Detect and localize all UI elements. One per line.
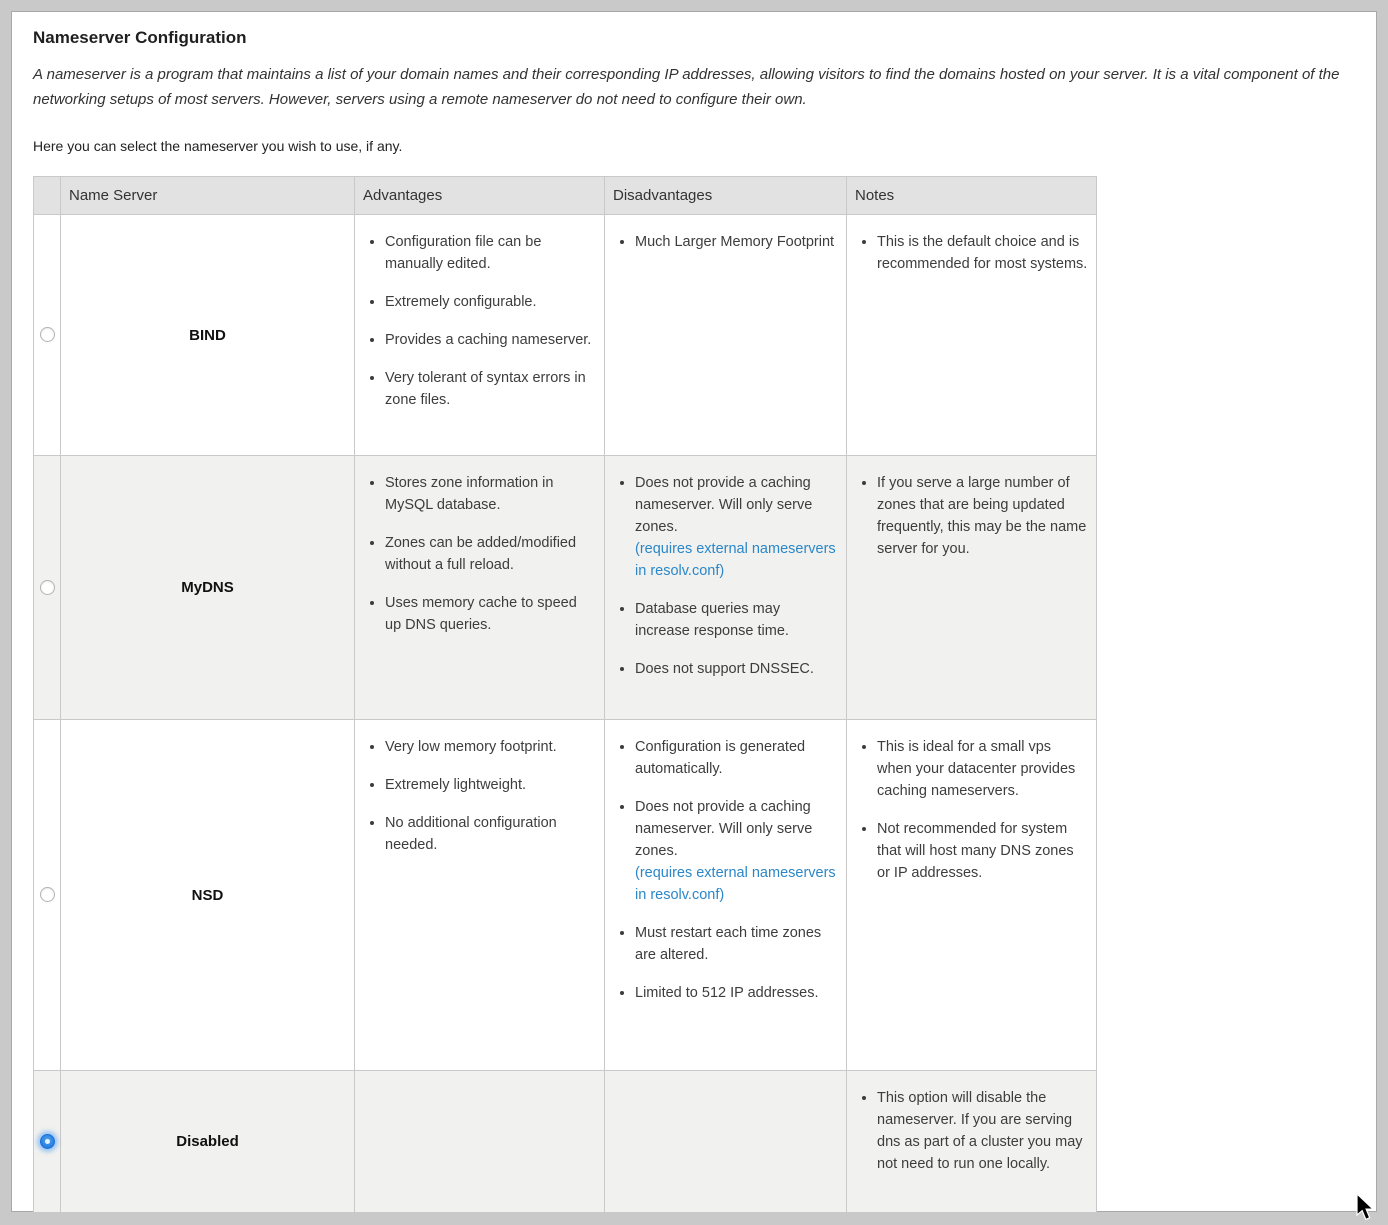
nameserver-radio-bind[interactable] [40, 327, 55, 342]
header-notes: Notes [847, 177, 1097, 215]
disadvantages-item: • Does not provide a caching nameserver. Will only serve zones. (requires external nameservers in resolv.conf) [635, 472, 838, 582]
nameserver-name: MyDNS [61, 456, 355, 720]
advantages-item: • Very low memory footprint. [385, 736, 596, 758]
notes-list [855, 231, 1088, 275]
nameserver-radio-mydns[interactable] [40, 580, 55, 595]
disadvantages-item: • Much Larger Memory Footprint [635, 231, 838, 253]
advantages-cell [355, 215, 605, 456]
notes-item: • Not recommended for system that will host many DNS zones or IP addresses. [877, 818, 1088, 884]
disadvantages-list [613, 231, 838, 253]
advantages-item: • Configuration file can be manually edited. [385, 231, 596, 275]
disadvantages-item: • Database queries may increase response time. [635, 598, 838, 642]
page-title: Nameserver Configuration [33, 28, 247, 47]
notes-list [855, 1087, 1088, 1175]
nameserver-table-body [34, 215, 1097, 1213]
disadvantages-cell [605, 720, 847, 1071]
advantages-item: • Stores zone information in MySQL database. [385, 472, 596, 516]
header-advantages: Advantages [355, 177, 605, 215]
advantages-item: • Provides a caching nameserver. [385, 329, 596, 351]
notes-item: • If you serve a large number of zones that are being updated frequently, this may be the name server for you. [877, 472, 1088, 560]
advantages-list [363, 472, 596, 636]
advantages-list [363, 231, 596, 411]
disadvantages-item: • Must restart each time zones are altered. [635, 922, 838, 966]
intro-paragraph: A nameserver is a program that maintains a list of your domain names and their corresponding IP addresses, allowing visitors to find the domains hosted on your server. It is a vital component of the networking setups of most servers. However, servers using a remote nameserver do not need to configure their own. [33, 66, 1340, 108]
advantages-item: • No additional configuration needed. [385, 812, 596, 856]
nameserver-radio-nsd[interactable] [40, 887, 55, 902]
disadvantages-cell [605, 456, 847, 720]
nameserver-name: NSD [61, 720, 355, 1071]
nameserver-name: BIND [61, 215, 355, 456]
nameserver-table [33, 176, 1097, 1213]
resolv-conf-link[interactable]: (requires external nameservers in resolv.conf) [635, 541, 836, 579]
advantages-item: • Zones can be added/modified without a full reload. [385, 532, 596, 576]
disadvantages-item: • Does not provide a caching nameserver. Will only serve zones. (requires external nameservers in resolv.conf) [635, 796, 838, 906]
table-row [34, 456, 1097, 720]
notes-cell [847, 215, 1097, 456]
nameserver-radio-disabled[interactable] [40, 1134, 55, 1149]
header-disadvantages: Disadvantages [605, 177, 847, 215]
disadvantages-cell [605, 215, 847, 456]
advantages-item: • Extremely configurable. [385, 291, 596, 313]
nameserver-configuration-panel [11, 11, 1377, 1212]
disadvantages-list [613, 736, 838, 1004]
advantages-item: • Uses memory cache to speed up DNS queries. [385, 592, 596, 636]
header-name-server: Name Server [61, 177, 355, 215]
notes-list [855, 736, 1088, 884]
advantages-cell [355, 456, 605, 720]
radio-cell [34, 215, 61, 456]
disadvantages-item: • Configuration is generated automatically. [635, 736, 838, 780]
notes-cell [847, 1071, 1097, 1213]
radio-cell [34, 720, 61, 1071]
radio-cell [34, 1071, 61, 1213]
select-prompt: Here you can select the nameserver you wish to use, if any. [33, 138, 403, 154]
notes-cell [847, 456, 1097, 720]
notes-item: • This is the default choice and is recommended for most systems. [877, 231, 1088, 275]
disadvantages-list [613, 472, 838, 680]
advantages-item: • Extremely lightweight. [385, 774, 596, 796]
notes-item: • This option will disable the nameserver. If you are serving dns as part of a cluster you may not need to run one locally. [877, 1087, 1088, 1175]
table-row [34, 720, 1097, 1071]
notes-list [855, 472, 1088, 560]
disadvantages-cell [605, 1071, 847, 1213]
table-row [34, 215, 1097, 456]
resolv-conf-link[interactable]: (requires external nameservers in resolv.conf) [635, 865, 836, 903]
advantages-item: • Very tolerant of syntax errors in zone files. [385, 367, 596, 411]
header-radio-column [34, 177, 61, 215]
notes-cell [847, 720, 1097, 1071]
notes-item: • This is ideal for a small vps when your datacenter provides caching nameservers. [877, 736, 1088, 802]
advantages-cell [355, 1071, 605, 1213]
advantages-cell [355, 720, 605, 1071]
table-row [34, 1071, 1097, 1213]
disadvantages-item: • Limited to 512 IP addresses. [635, 982, 838, 1004]
radio-cell [34, 456, 61, 720]
disadvantages-item: • Does not support DNSSEC. [635, 658, 838, 680]
nameserver-name: Disabled [61, 1071, 355, 1213]
table-header-row [34, 177, 1097, 215]
advantages-list [363, 736, 596, 856]
